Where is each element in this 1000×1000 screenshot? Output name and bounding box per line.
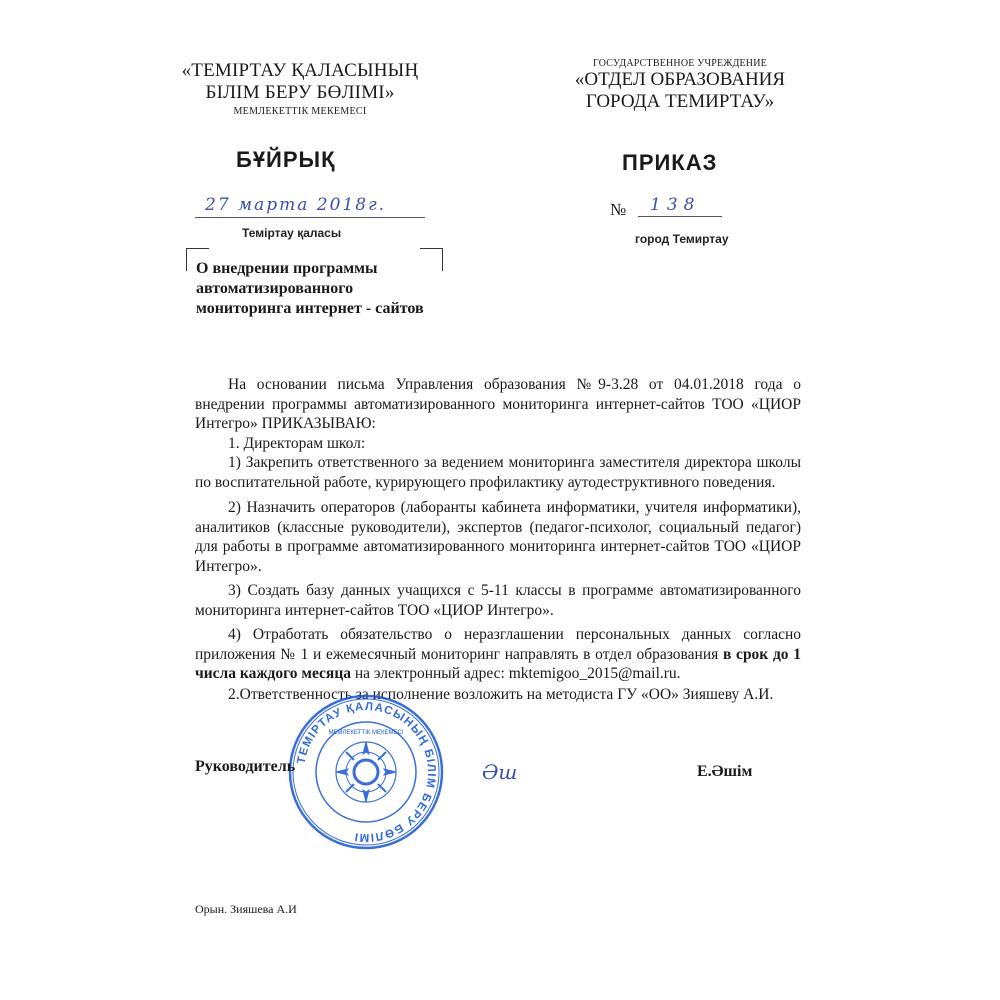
stamp-graphic [286, 692, 446, 852]
body-item-1-4-text-a: 4) Отработать обязательство о неразглашении персональных данных согласно приложения № 1 и ежемесячный мониторинг направлять в отдел образования [195, 626, 801, 663]
org-name-ru-line1: «ОТДЕЛ ОБРАЗОВАНИЯ [574, 69, 786, 90]
org-type-kz: МЕМЛЕКЕТТІК МЕКЕМЕСІ [233, 106, 367, 117]
title-kz: БҰЙРЫҚ [236, 147, 336, 172]
body-item-1-2: 2) Назначить операторов (лаборанты кабинета информатики, учителя информатики), аналитиков (классные руководители), экспертов (педагог-психолог, социальный педагог) для работы в программе автоматизированного мониторинга интернет-сайтов ТОО «ЦИОР Интегро». [195, 499, 801, 575]
order-body [195, 375, 801, 704]
body-item-1-4-text-c: на электронный адрес: mktemigoo_2015@mail.ru. [351, 665, 681, 682]
subject-line1: О внедрении программы [196, 260, 378, 277]
number-prefix: № [610, 200, 627, 219]
body-intro: На основании письма Управления образования №9-3.28 от 04.01.2018 года о внедрении программы автоматизированного мониторинга интернет-сайтов ТОО «ЦИОР Интегро» ПРИКАЗЫВАЮ: [195, 376, 801, 432]
signature-name: Е.Әшім [697, 763, 753, 780]
org-name-kz-line1: «ТЕМІРТАУ ҚАЛАСЫНЫҢ [181, 60, 419, 81]
subject [196, 259, 456, 319]
signature-scribble: Әш [482, 760, 518, 784]
subject-line2: автоматизированного [196, 280, 354, 297]
stamp-inner-text: МЕМЛЕКЕТТІК МЕКЕМЕСІ [328, 730, 404, 736]
number-line [638, 216, 722, 217]
official-stamp [286, 692, 446, 852]
header-left-org [170, 60, 430, 117]
body-item-1-1: 1) Закрепить ответственного за ведением мониторинга заместителя директора школы по воспитательной работе, курирующего профилактику аутодеструктивного поведения. [195, 454, 801, 491]
stamp-ring-text: ТЕМІРТАУ ҚАЛАСЫНЫҢ БІЛІМ БЕРУ БӨЛІМІ [295, 700, 438, 844]
place-ru: город Темиртау [635, 232, 729, 246]
body-item-1-4 [195, 625, 801, 684]
body-item-2: 2.Ответственность за исполнение возложить на методиста ГУ «ОО» Зияшеву А.И. [228, 685, 774, 703]
org-name-kz-line2: БІЛІМ БЕРУ БӨЛІМІ» [205, 82, 395, 103]
place-kz: Теміртау қаласы [242, 226, 342, 240]
header-right-org [555, 58, 805, 113]
subject-line3: мониторинга интернет - сайтов [196, 300, 424, 317]
executor-note: Орын. Зияшева А.И [195, 902, 297, 916]
signature-role: Руководитель [195, 758, 296, 775]
title-ru: ПРИКАЗ [622, 150, 718, 175]
body-item-1-3: 3) Создать базу данных учащихся с 5-11 классы в программе автоматизированного мониторинга интернет-сайтов ТОО «ЦИОР Интегро». [195, 582, 801, 619]
body-item-1-4-deadline: в срок до 1 числа каждого месяца [195, 645, 801, 682]
org-name-ru-line2: ГОРОДА ТЕМИРТАУ» [585, 91, 775, 112]
org-type-ru: ГОСУДАРСТВЕННОЕ УЧРЕЖДЕНИЕ [593, 58, 767, 69]
body-item-1: 1. Директорам школ: [228, 434, 366, 452]
number-handwritten: 138 [650, 195, 701, 215]
date-handwritten: 27 марта 2018г. [205, 195, 387, 215]
